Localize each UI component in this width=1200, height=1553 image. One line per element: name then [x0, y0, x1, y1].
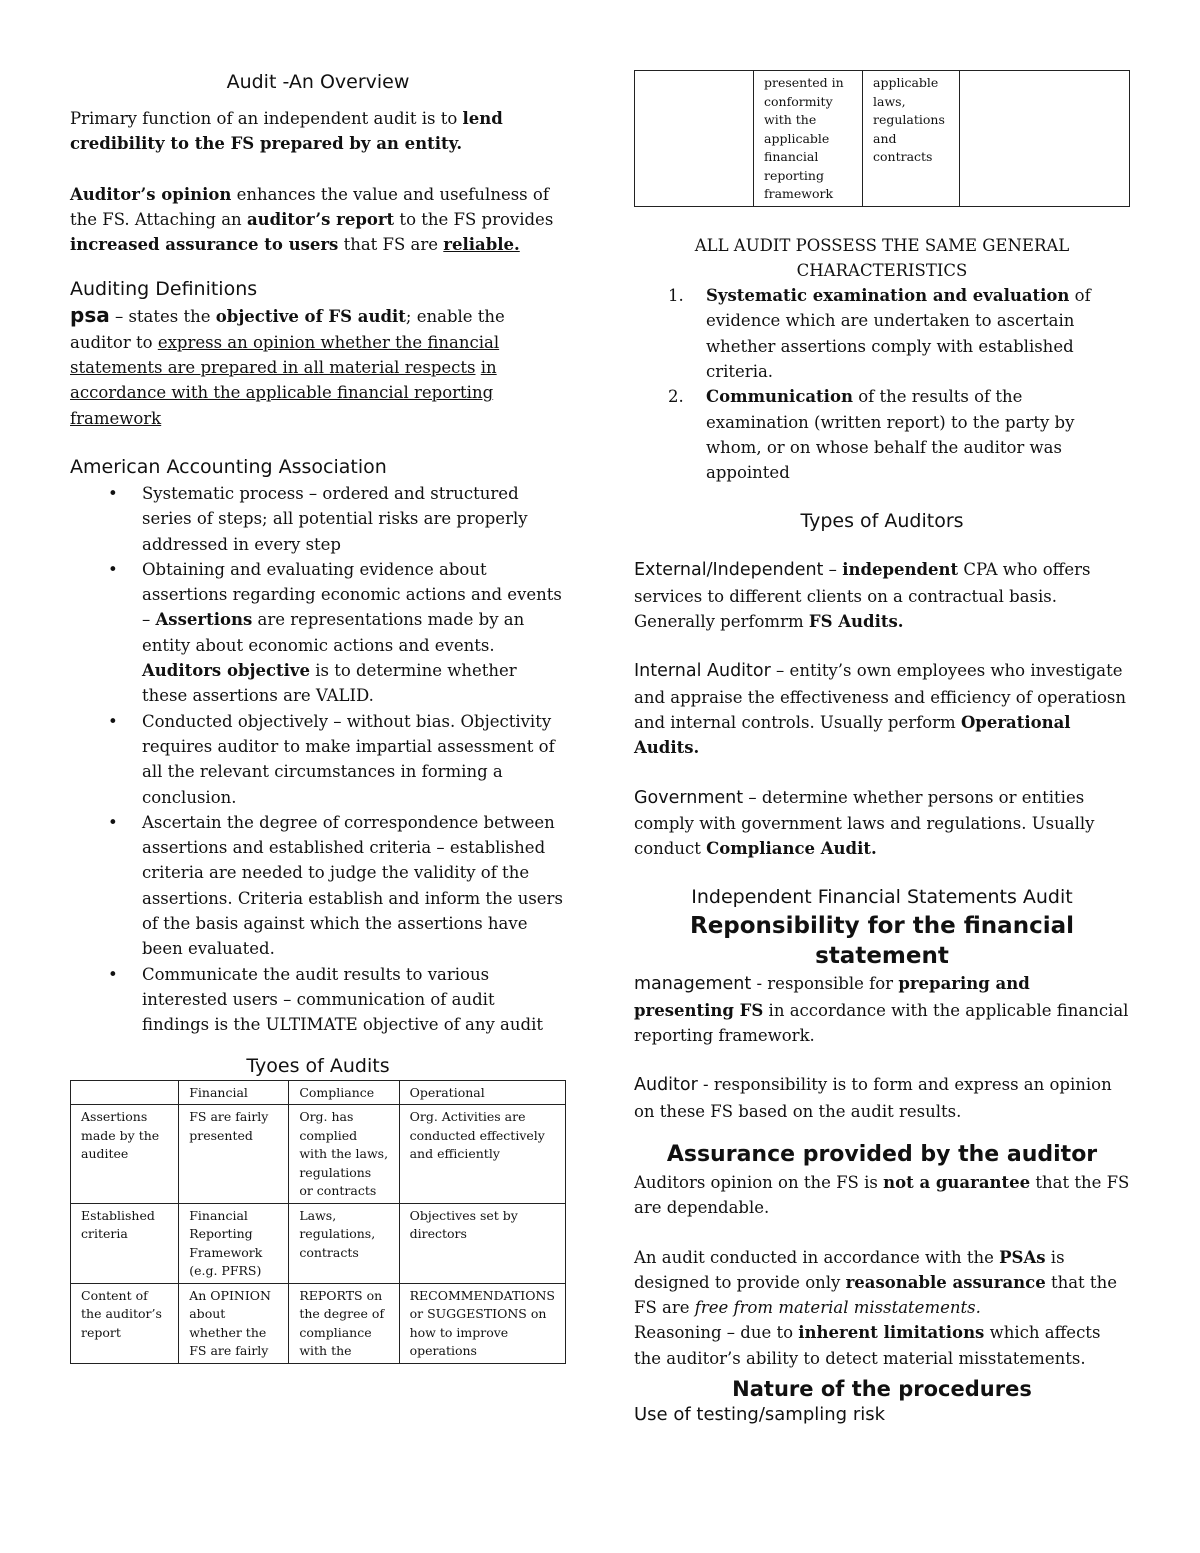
- nature-heading: Nature of the procedures: [732, 1377, 1032, 1401]
- types-of-audits-heading: Tyoes of Audits: [246, 1054, 390, 1077]
- left-column: [70, 62, 566, 1364]
- nature-text: Use of testing/sampling risk: [634, 1404, 886, 1425]
- list-item: • Conducted objectively – without bias. Objectivity requires auditor to make impartial assessment of all the relevant circumstances in forming a conclusion.: [142, 709, 566, 810]
- types-of-audits-table: [70, 1080, 566, 1364]
- list-item: 1. Systematic examination and evaluation of evidence which are undertaken to ascertain whether assertions comply with established criteria.: [668, 286, 1091, 381]
- assurance-paragraph-1: Auditors opinion on the FS is not a guarantee that the FS are dependable.: [634, 1172, 1130, 1218]
- table-row: [635, 71, 1130, 207]
- table-cell: applicable laws, regulations and contracts: [863, 71, 960, 207]
- list-item: • Communicate the audit results to various interested users – communication of audit findings is the ULTIMATE objective of any audit: [142, 962, 566, 1038]
- table-cell: Org. has complied with the laws, regulations or contracts: [289, 1105, 399, 1204]
- table-header-cell: Compliance: [289, 1080, 399, 1105]
- table-cell: presented in conformity with the applicable financial reporting framework: [754, 71, 863, 207]
- types-of-auditors-heading: Types of Auditors: [800, 510, 964, 533]
- characteristics-list: [634, 283, 1130, 485]
- list-item: 2. Communication of the results of the examination (written report) to the party by whom, or on whose behalf the auditor was appointed: [668, 387, 1075, 483]
- list-item: • Systematic process – ordered and structured series of steps; all potential risks are properly addressed in every step: [142, 481, 566, 557]
- types-of-audits-table-continued: [634, 70, 1130, 207]
- auditor-paragraph: Auditor - responsibility is to form and express an opinion on these FS based on the audit results.: [634, 1075, 1112, 1121]
- table-cell: Org. Activities are conducted effectively and efficiently: [399, 1105, 565, 1204]
- aaa-bullet-list: [70, 481, 566, 1038]
- government-auditor-paragraph: Government – determine whether persons or entities comply with government laws and regulations. Usually conduct Compliance Audit.: [634, 787, 1095, 859]
- table-header-row: [71, 1080, 566, 1105]
- table-cell: Financial Reporting Framework (e.g. PFRS): [179, 1203, 289, 1283]
- table-cell: FS are fairly presented: [179, 1105, 289, 1204]
- responsibility-heading: Reponsibility for the financial statement: [689, 913, 1074, 970]
- list-item: • Obtaining and evaluating evidence about assertions regarding economic actions and events – Assertions are representations made by an entity about economic actions and events. Auditors objective is to determine whether these assertions are VALID.: [142, 557, 566, 709]
- list-item: • Ascertain the degree of correspondence between assertions and established criteria – established criteria are needed to judge the validity of the assertions. Criteria establish and inform the users of the basis against which the assertions have been evaluated.: [142, 810, 566, 962]
- table-cell: REPORTS on the degree of compliance with the: [289, 1283, 399, 1363]
- table-row: [71, 1283, 566, 1363]
- ifsa-heading: Independent Financial Statements Audit: [691, 886, 1073, 909]
- table-cell: Assertions made by the auditee: [71, 1105, 179, 1204]
- right-column: [634, 70, 1130, 1427]
- table-cell: Content of the auditor’s report: [71, 1283, 179, 1363]
- opinion-paragraph: Auditor’s opinion enhances the value and usefulness of the FS. Attaching an auditor’s report to the FS provides increased assurance to users that FS are reliable.: [70, 184, 554, 255]
- page-title: Audit -An Overview: [226, 71, 410, 93]
- table-cell: RECOMMENDATIONS or SUGGESTIONS on how to improve operations: [399, 1283, 565, 1363]
- aaa-heading: American Accounting Association: [70, 455, 387, 478]
- external-auditor-paragraph: External/Independent – independent CPA who offers services to different clients on a contractual basis. Generally perfomrm FS Audits.: [634, 560, 1091, 632]
- assurance-heading: Assurance provided by the auditor: [666, 1141, 1098, 1167]
- auditing-definitions-heading: Auditing Definitions: [70, 278, 258, 301]
- intro-paragraph: Primary function of an independent audit is to lend credibility to the FS prepared by an entity.: [70, 109, 503, 154]
- table-row: [71, 1105, 566, 1204]
- table-cell: An OPINION about whether the FS are fairly: [179, 1283, 289, 1363]
- table-header-cell: Operational: [399, 1080, 565, 1105]
- table-cell: [960, 71, 1130, 207]
- table-header-cell: [71, 1080, 179, 1105]
- table-cell: Objectives set by directors: [399, 1203, 565, 1283]
- table-cell: Laws, regulations, contracts: [289, 1203, 399, 1283]
- table-cell: [635, 71, 754, 207]
- table-cell: Established criteria: [71, 1203, 179, 1283]
- table-header-cell: Financial: [179, 1080, 289, 1105]
- table-row: [71, 1203, 566, 1283]
- general-characteristics-heading: ALL AUDIT POSSESS THE SAME GENERAL CHARACTERISTICS: [694, 235, 1070, 280]
- psa-definition: psa – states the objective of FS audit; enable the auditor to express an opinion whether the financial statements are prepared in all material respects in accordance with the applicable financial reporting framework: [70, 303, 505, 428]
- management-paragraph: management - responsible for preparing and presenting FS in accordance with the applicable financial reporting framework.: [634, 974, 1129, 1046]
- assurance-paragraph-2: An audit conducted in accordance with the PSAs is designed to provide only reasonable assurance that the FS are free from material misstatements. Reasoning – due to inherent limitations which affects the auditor’s ability to detect material misstatements.: [634, 1247, 1117, 1368]
- internal-auditor-paragraph: Internal Auditor – entity’s own employees who investigate and appraise the effectiveness and efficiency of operatiosn and internal controls. Usually perform Operational Audits.: [634, 661, 1126, 758]
